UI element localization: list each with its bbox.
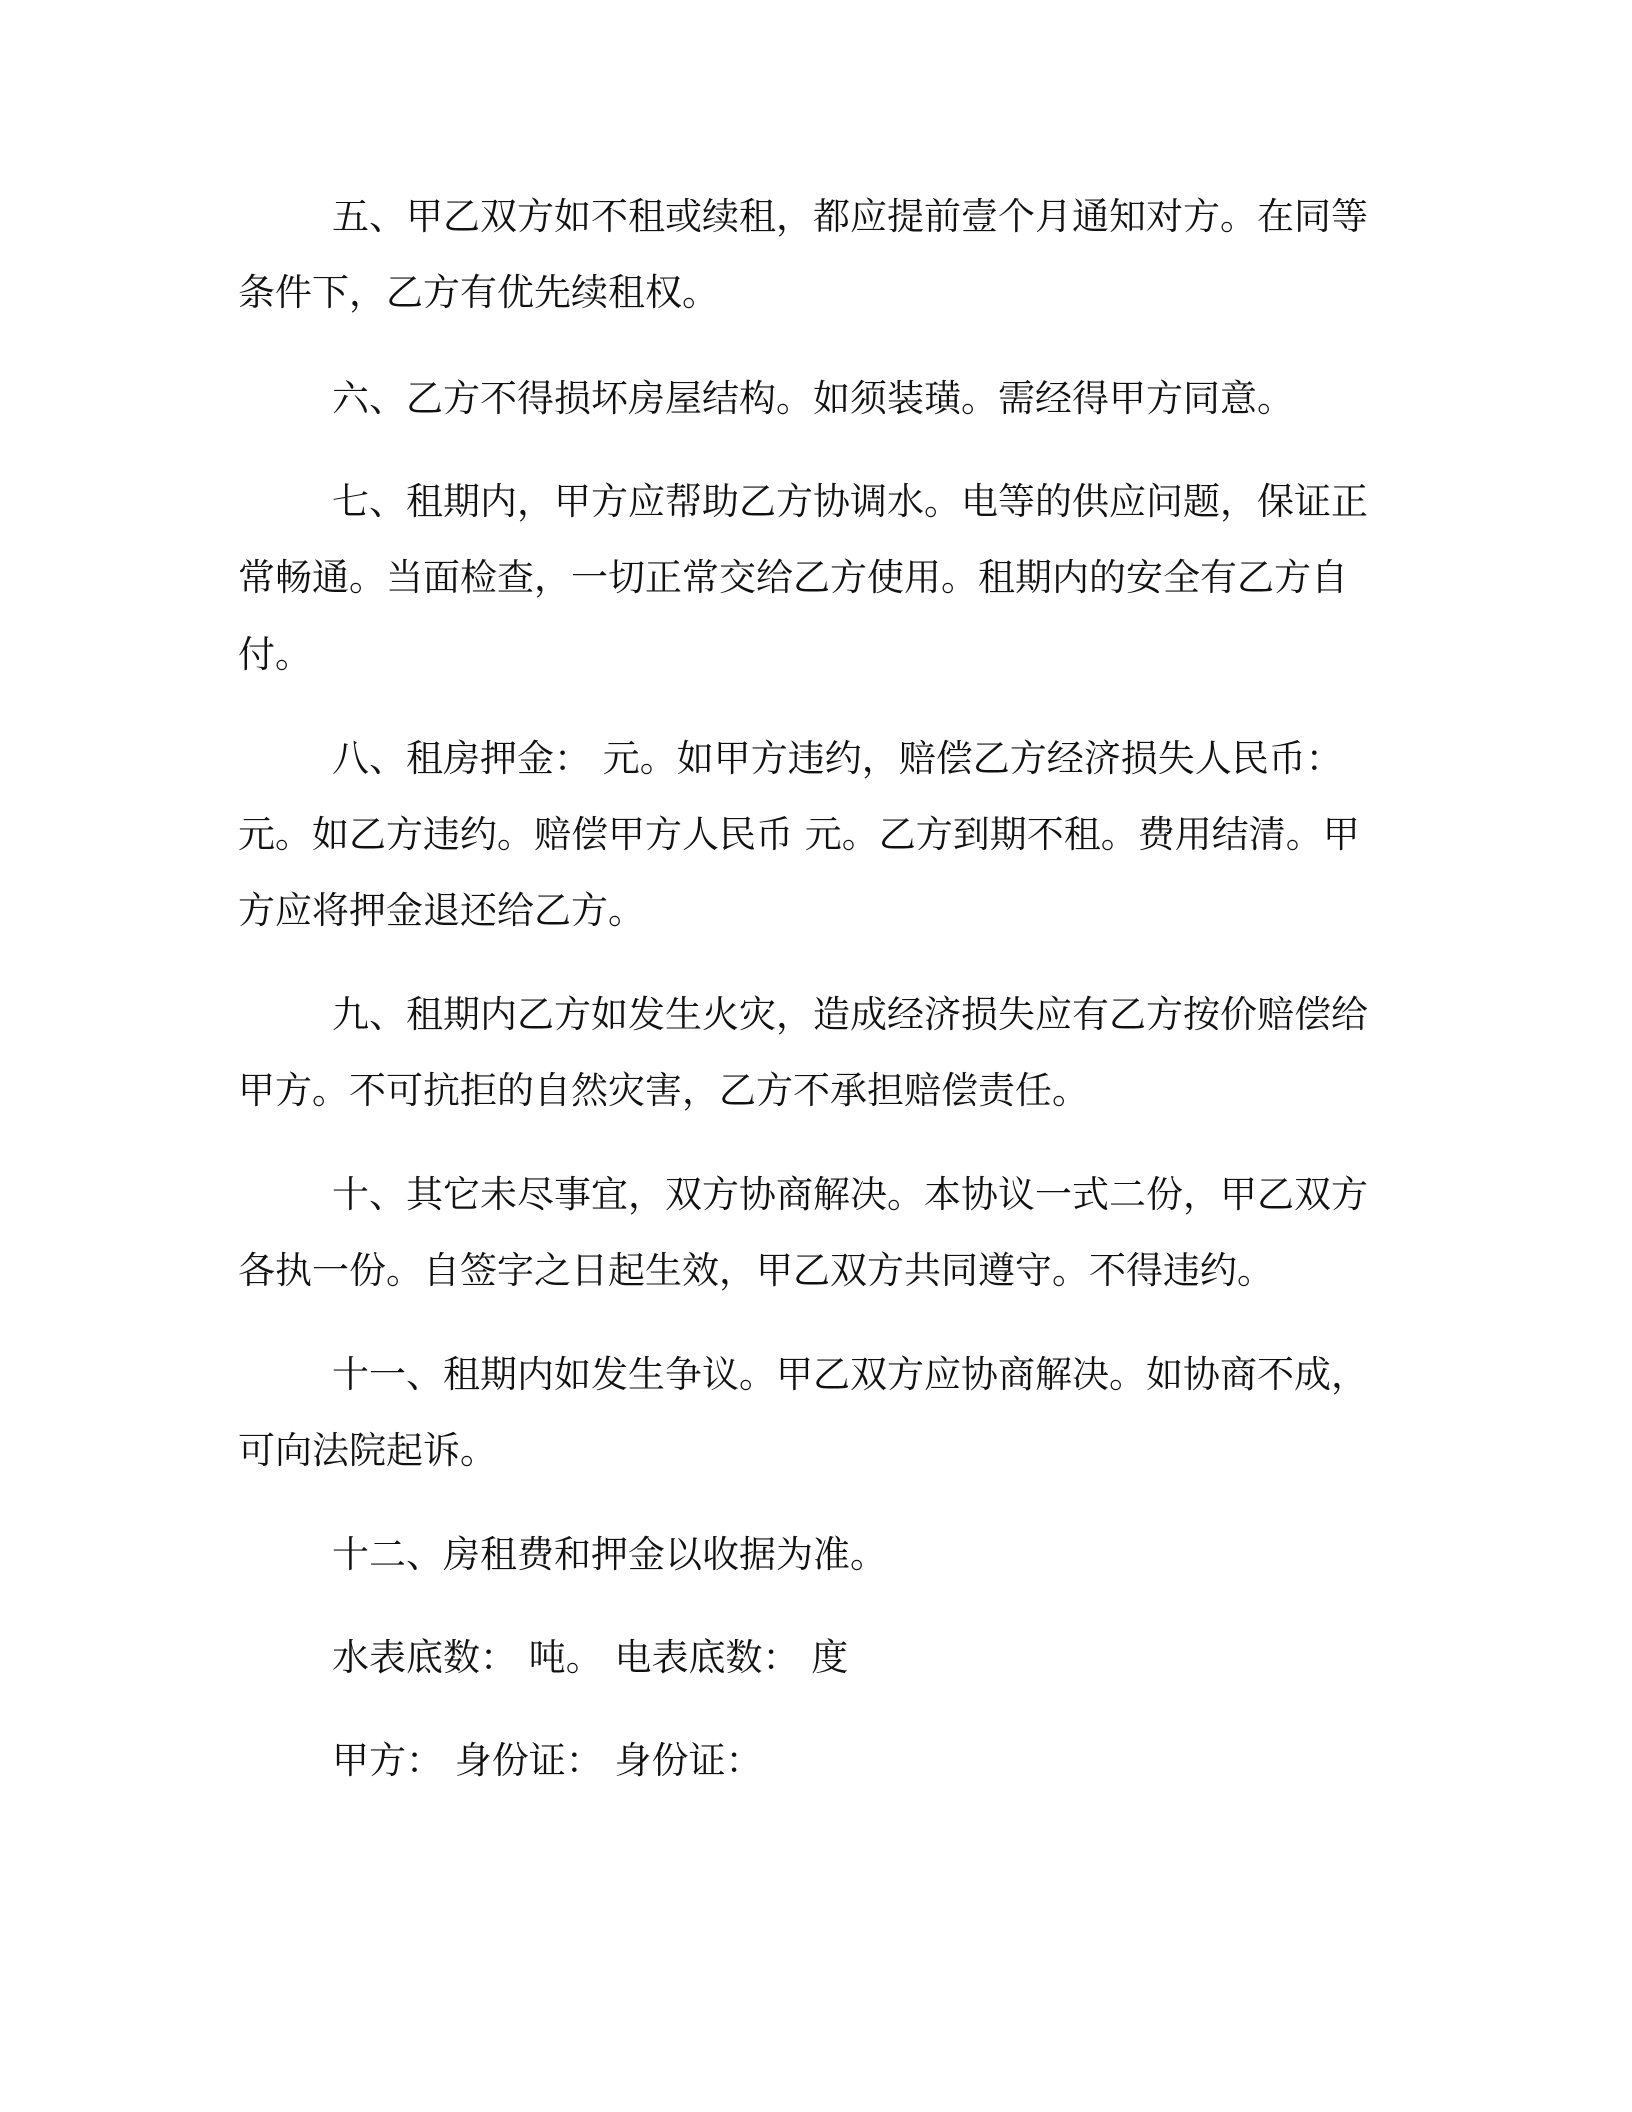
clause-9-line-1: 九、租期内乙方如发生火灾，造成经济损失应有乙方按价赔偿给: [332, 993, 1368, 1036]
clause-6-line-1: 六、乙方不得损坏房屋结构。如须装璜。需经得甲方同意。: [332, 377, 1294, 420]
clause-8-line-1: 八、租房押金： 元。如甲方违约，赔偿乙方经济损失人民币：: [332, 737, 1343, 780]
clause-7-line-3: 付。: [238, 633, 312, 676]
clause-7-line-2: 常畅通。当面检查，一切正常交给乙方使用。租期内的安全有乙方自: [238, 556, 1348, 599]
clause-5-line-2: 条件下，乙方有优先续租权。: [238, 271, 719, 314]
clause-8-line-3: 方应将押金退还给乙方。: [238, 889, 645, 932]
clause-8-line-2: 元。如乙方违约。赔偿甲方人民币 元。乙方到期不租。费用结清。甲: [238, 813, 1360, 856]
clause-12-line-1: 十二、房租费和押金以收据为准。: [332, 1533, 887, 1576]
clause-11-line-1: 十一、租期内如发生争议。甲乙双方应协商解决。如协商不成，: [332, 1353, 1368, 1396]
clause-9-line-2: 甲方。不可抗拒的自然灾害，乙方不承担赔偿责任。: [238, 1069, 1089, 1112]
clause-11-line-2: 可向法院起诉。: [238, 1429, 497, 1472]
meter-readings-line: 水表底数： 吨。 电表底数： 度: [332, 1636, 849, 1679]
clause-10-line-1: 十、其它未尽事宜，双方协商解决。本协议一式二份，甲乙双方: [332, 1173, 1368, 1216]
clause-10-line-2: 各执一份。自签字之日起生效，甲乙双方共同遵守。不得违约。: [238, 1249, 1274, 1292]
clause-7-line-1: 七、租期内，甲方应帮助乙方协调水。电等的供应问题，保证正: [332, 480, 1368, 523]
clause-5-line-1: 五、甲乙双方如不租或续租，都应提前壹个月通知对方。在同等: [332, 195, 1368, 238]
signature-line: 甲方： 身份证： 身份证：: [332, 1739, 763, 1782]
